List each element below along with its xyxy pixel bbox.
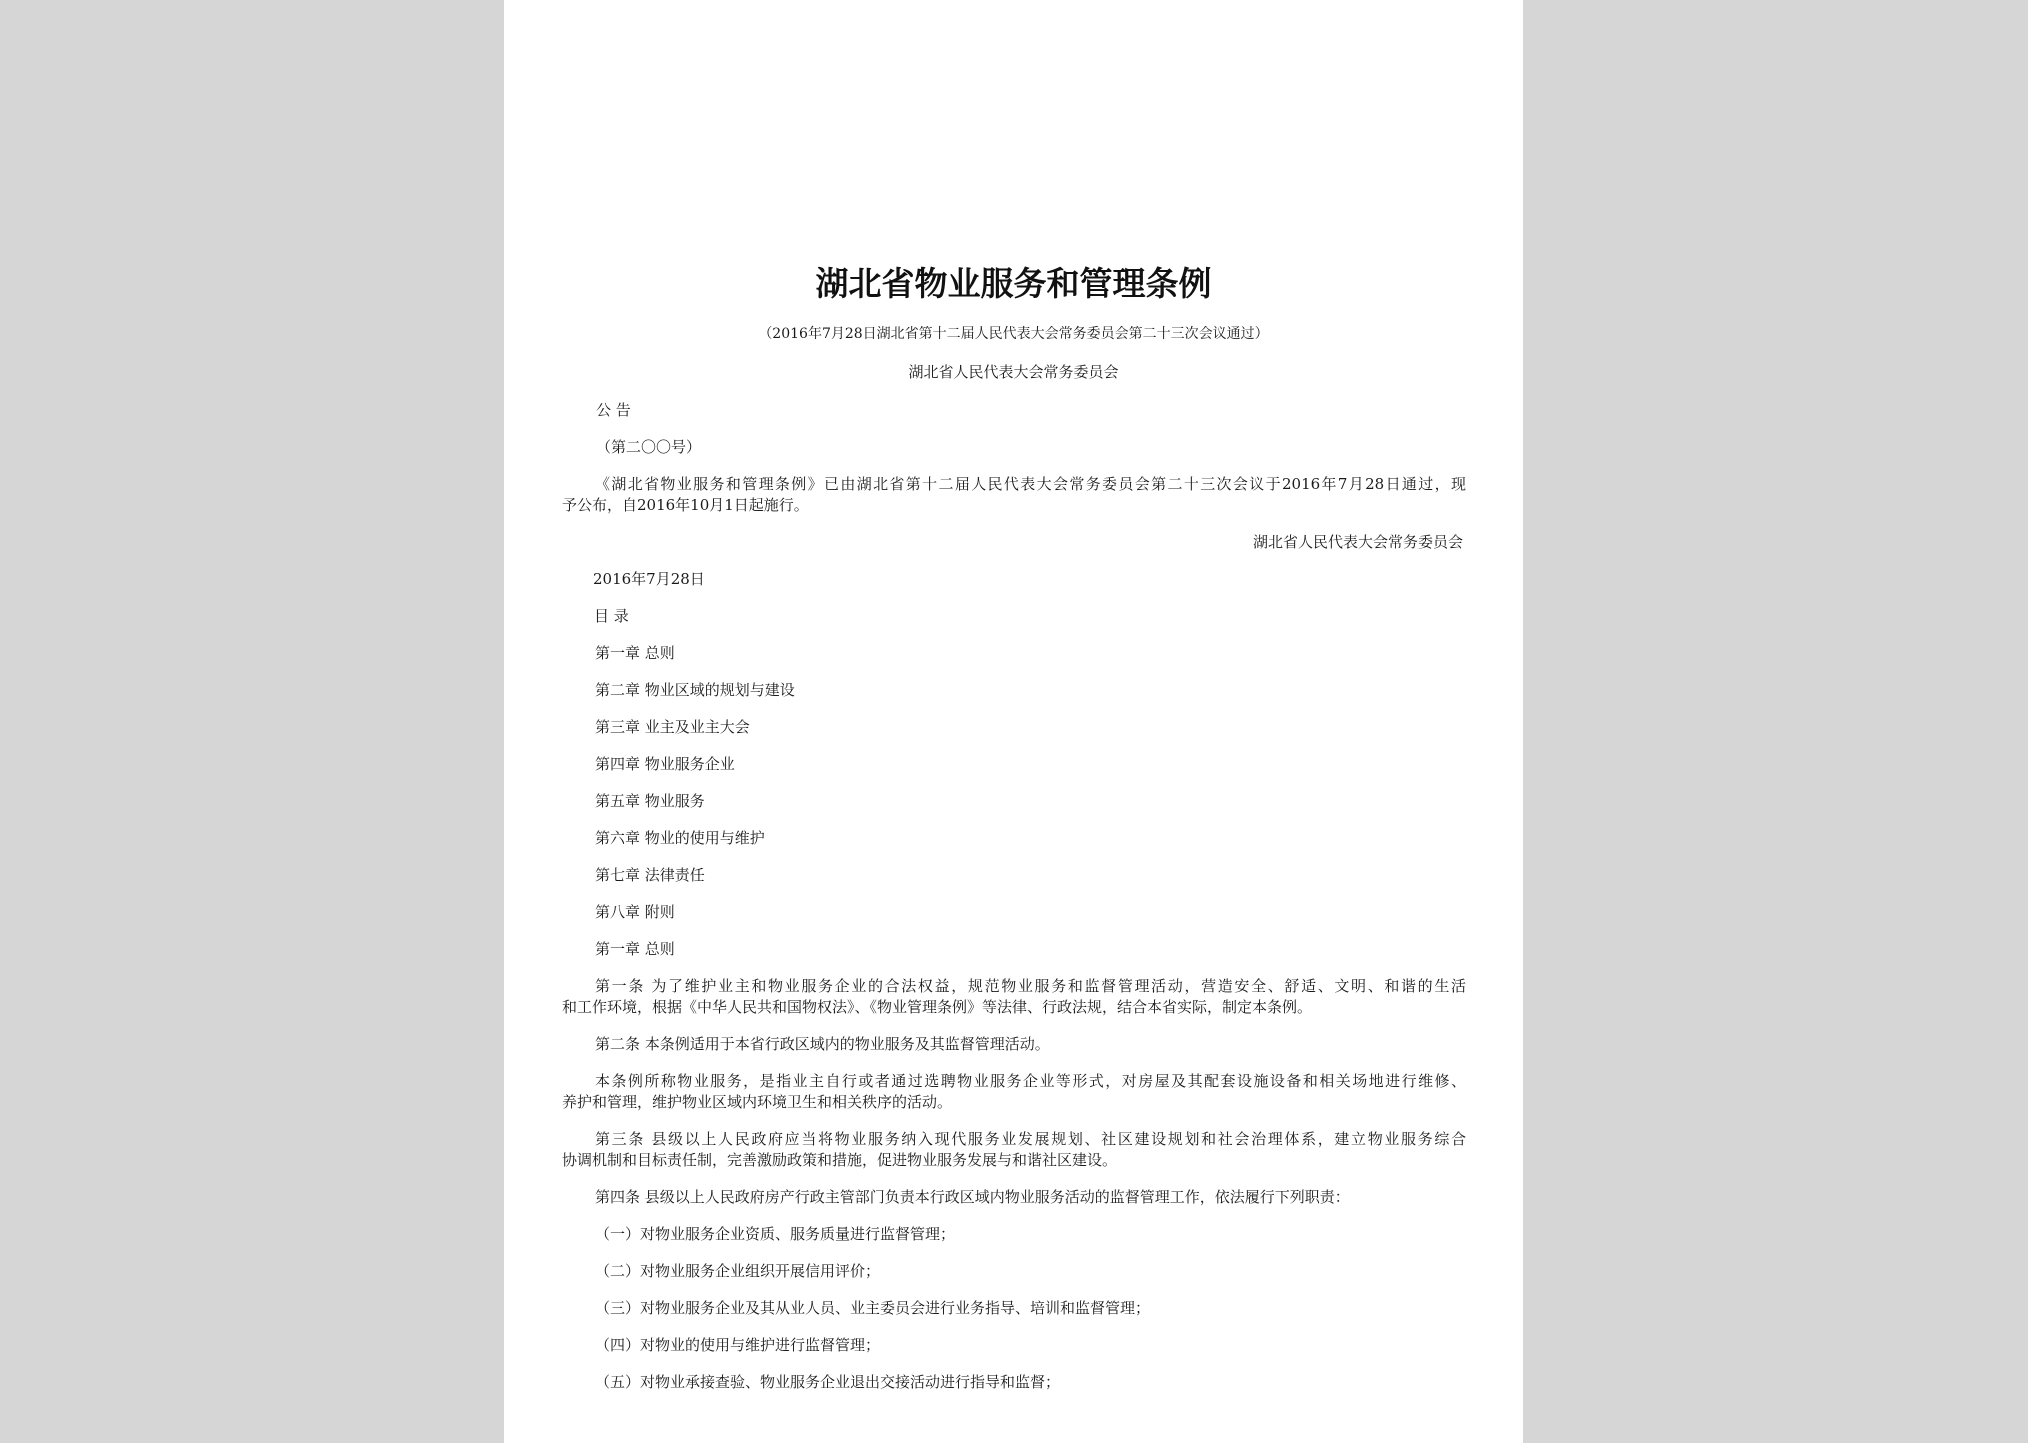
issuer-line: 湖北省人民代表大会常务委员会	[908, 363, 1119, 381]
promulgation-text-line-1: 《湖北省物业服务和管理条例》已由湖北省第十二届人民代表大会常务委员会第二十三次会议于2016年7月28日通过，现	[595, 475, 1466, 493]
article-3-line-1: 第三条 县级以上人民政府应当将物业服务纳入现代服务业发展规划、社区建设规划和社会治理体系，建立物业服务综合	[595, 1130, 1466, 1148]
article-1-line-1: 第一条 为了维护业主和物业服务企业的合法权益，规范物业服务和监督管理活动，营造安全、舒适、文明、和谐的生活	[595, 977, 1466, 995]
article-4-item: （一）对物业服务企业资质、服务质量进行监督管理；	[595, 1225, 956, 1243]
toc-label: 目 录	[594, 607, 629, 625]
toc-item: 第一章 总则	[595, 644, 675, 662]
chapter-heading: 第一章 总则	[595, 940, 675, 958]
document-title: 湖北省物业服务和管理条例	[815, 264, 1212, 303]
notice-number: （第二〇〇号）	[596, 438, 702, 456]
promulgation-text-line-2: 予公布，自2016年10月1日起施行。	[562, 496, 809, 514]
article-4: 第四条 县级以上人民政府房产行政主管部门负责本行政区域内物业服务活动的监督管理工作，依法履行下列职责：	[595, 1188, 1350, 1206]
notice-label: 公 告	[596, 401, 631, 419]
article-4-item: （五）对物业承接查验、物业服务企业退出交接活动进行指导和监督；	[595, 1373, 1061, 1391]
article-2: 第二条 本条例适用于本省行政区域内的物业服务及其监督管理活动。	[595, 1035, 1050, 1053]
document-page	[504, 0, 1523, 1443]
article-4-item: （四）对物业的使用与维护进行监督管理；	[595, 1336, 881, 1354]
toc-item: 第四章 物业服务企业	[595, 755, 735, 773]
document-date: 2016年7月28日	[593, 570, 705, 588]
article-4-item: （二）对物业服务企业组织开展信用评价；	[595, 1262, 881, 1280]
document-subtitle: （2016年7月28日湖北省第十二届人民代表大会常务委员会第二十三次会议通过）	[758, 326, 1269, 342]
toc-item: 第二章 物业区域的规划与建设	[595, 681, 795, 699]
article-3-line-2: 协调机制和目标责任制，完善激励政策和措施，促进物业服务发展与和谐社区建设。	[562, 1151, 1118, 1169]
article-2-paragraph-line-2: 养护和管理，维护物业区域内环境卫生和相关秩序的活动。	[562, 1093, 953, 1111]
toc-item: 第三章 业主及业主大会	[595, 718, 750, 736]
article-2-paragraph-line-1: 本条例所称物业服务，是指业主自行或者通过选聘物业服务企业等形式，对房屋及其配套设施设备和相关场地进行维修、	[595, 1072, 1466, 1090]
toc-item: 第五章 物业服务	[595, 792, 705, 810]
toc-item: 第八章 附则	[595, 903, 675, 921]
article-4-item: （三）对物业服务企业及其从业人员、业主委员会进行业务指导、培训和监督管理；	[595, 1299, 1151, 1317]
toc-item: 第六章 物业的使用与维护	[595, 829, 765, 847]
signature-line: 湖北省人民代表大会常务委员会	[1252, 533, 1463, 551]
toc-item: 第七章 法律责任	[595, 866, 705, 884]
article-1-line-2: 和工作环境，根据《中华人民共和国物权法》、《物业管理条例》等法律、行政法规，结合本省实际，制定本条例。	[562, 998, 1313, 1016]
